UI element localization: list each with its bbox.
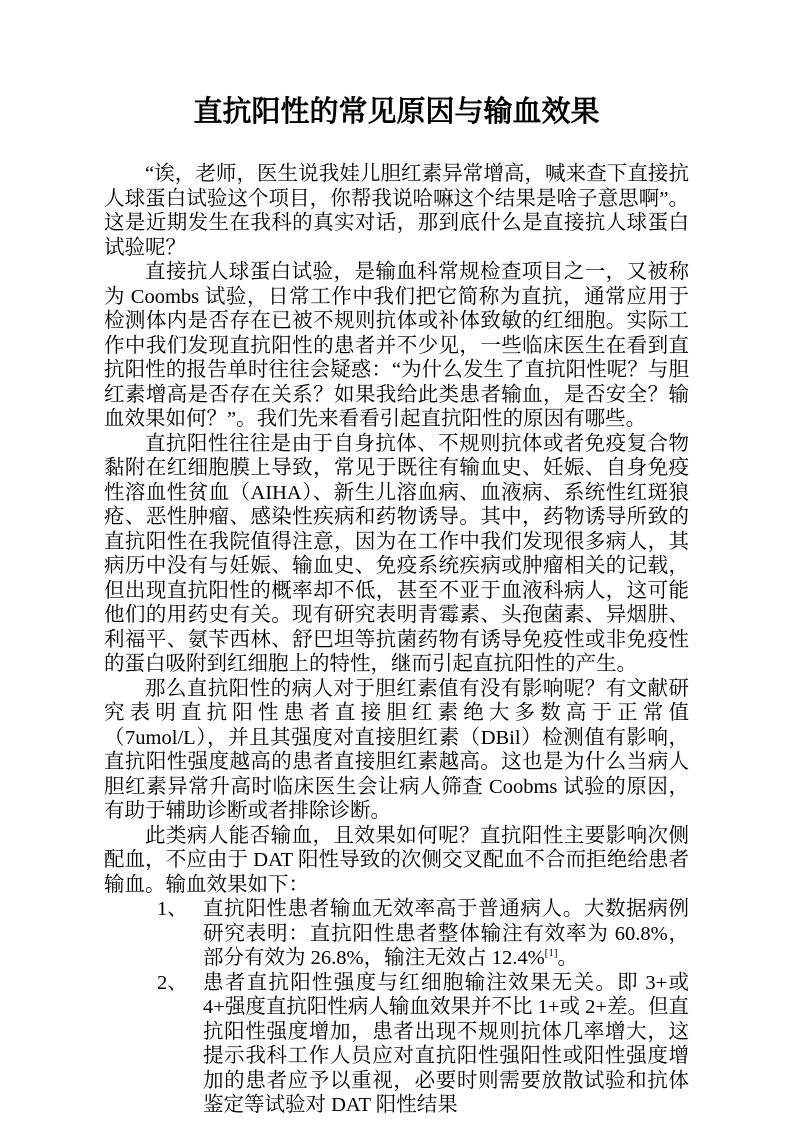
list-marker-1: 1、 [157,898,188,920]
paragraph-bilirubin-relation: 那么直抗阳性的病人对于胆红素值有没有影响呢？有文献研究表明直抗阳性患者直接胆红素绝大多数高于正常值（7umol/L），并且其强度对直接胆红素（DBil）检测值有影响，直抗阳性强度越高的患者直接胆红素越高。这也是为什么当病人胆红素异常升高时临床医生会让病人筛查 Coobms 试验的原因，有助于辅助诊断或者排除诊断。 [104,677,689,822]
list-item-1-text: 直抗阳性患者输血无效率高于普通病人。大数据病例研究表明：直抗阳性患者整体输注有效率为 60.8%，部分有效为 26.8%，输注无效占 12.4% [203,898,689,969]
paragraph-causes: 直抗阳性往往是由于自身抗体、不规则抗体或者免疫复合物黏附在红细胞膜上导致，常见于既往有输血史、妊娠、自身免疫性溶血性贫血（AIHA）、新生儿溶血病、血液病、系统性红斑狼疮、恶性肿瘤、感染性疾病和药物诱导。其中，药物诱导所致的直抗阳性在我院值得注意，因为在工作中我们发现很多病人，其病历中没有与妊娠、输血史、免疫系统疾病或肿瘤相关的记载，但出现直抗阳性的概率却不低，甚至不亚于血液科病人，这可能他们的用药史有关。现有研究表明青霉素、头孢菌素、异烟肼、利福平、氨苄西林、舒巴坦等抗菌药物有诱导免疫性或非免疫性的蛋白吸附到红细胞上的特性，继而引起直抗阳性的产生。 [104,432,689,675]
list-item-2-text: 患者直抗阳性强度与红细胞输注效果无关。即 3+或 4+强度直抗阳性病人输血效果并不比 1+或 2+差。但直抗阳性强度增加，患者出现不规则抗体几率增大，这提示我科工作人员应对直抗阳性强阳性或阳性强度增加的患者应予以重视，必要时则需要放散试验和抗体鉴定等试验对 DAT 阳性结果 [203,971,689,1116]
numbered-list [104,897,689,1118]
list-item-1 [157,897,689,971]
list-item-2 [157,971,689,1118]
list-marker-2: 2、 [157,971,188,994]
paragraph-coombs-definition: 直接抗人球蛋白试验，是输血科常规检查项目之一，又被称为 Coombs 试验，日常工作中我们把它简称为直抗，通常应用于检测体内是否存在已被不规则抗体或补体致敏的红细胞。实际工作中我们发现直抗阳性的患者并不少见，一些临床医生在看到直抗阳性的报告单时往往会疑惑：“为什么发生了直抗阳性呢？与胆红素增高是否存在关系？如果我给此类患者输血，是否安全？输血效果如何？”。我们先来看看引起直抗阳性的原因有哪些。 [104,261,689,430]
paragraph-transfusion-question: 此类病人能否输血，且效果如何呢？直抗阳性主要影响次侧配血，不应由于 DAT 阳性导致的次侧交叉配血不合而拒绝给患者输血。输血效果如下： [104,824,689,896]
document-body [104,162,689,1118]
document-title: 直抗阳性的常见原因与输血效果 [193,96,600,128]
footnote-ref: [1] [544,947,558,960]
paragraph-intro-dialogue: “诶，老师，医生说我娃儿胆红素异常增高，喊来查下直接抗人球蛋白试验这个项目，你帮我说哈嘛这个结果是啥子意思啊”。这是近期发生在我科的真实对话，那到底什么是直接抗人球蛋白试验呢？ [104,163,689,259]
list-item-1-text-tail: 。 [557,947,578,969]
